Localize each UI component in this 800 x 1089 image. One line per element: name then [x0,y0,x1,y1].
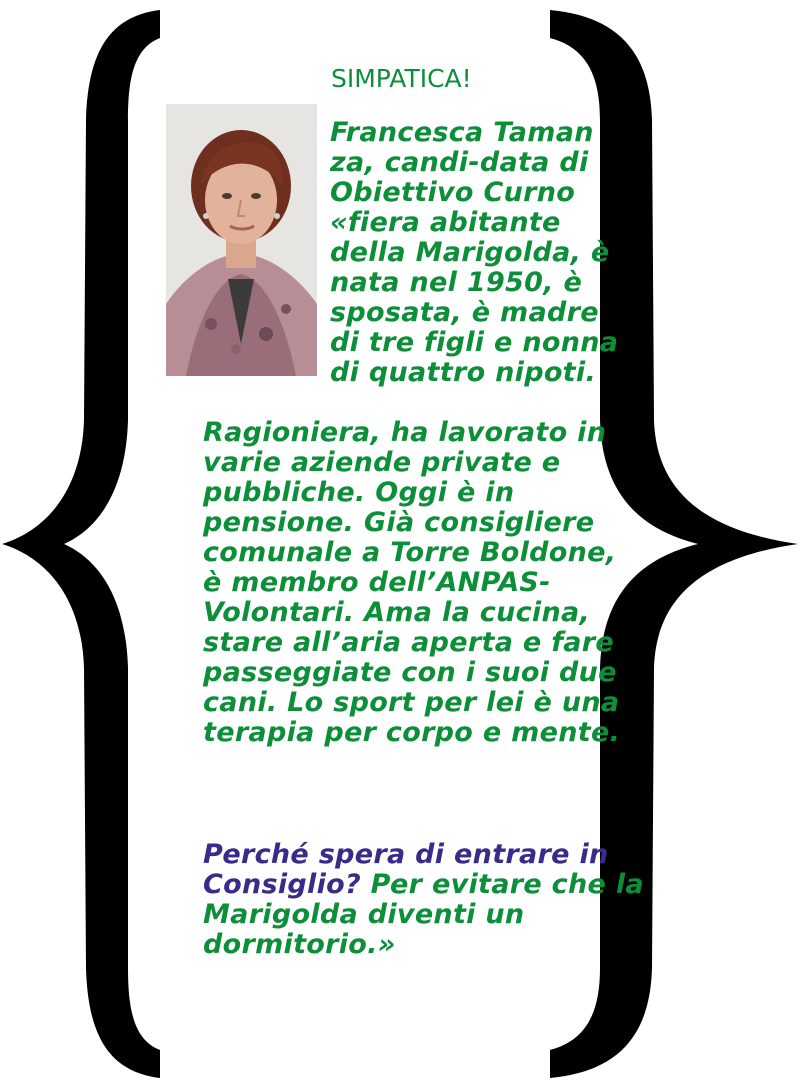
bio-intro [330,118,620,388]
bio-line: Ragioniera, ha lavorato in [203,417,607,448]
answer-text: Per evitare che la [360,869,644,900]
bio-line: nata nel 1950, è [330,267,583,298]
question-line: Perché spera di entrare in [203,839,609,870]
left-curly-brace [0,0,170,1089]
bio-line: Volontari. Ama la cucina, [203,597,591,628]
bio-line: è membro dell’ANPAS- [203,567,551,598]
bio-line: stare all’aria aperta e fare [203,627,615,658]
bio-line: Francesca Taman [330,117,594,148]
answer-line: dormitorio.» [203,929,396,960]
bio-line: di tre figli e nonna [330,327,619,358]
bio-line: comunale a Torre Boldone, [203,537,617,568]
page-heading: SIMPATICA! [331,64,472,93]
bio-line: cani. Lo sport per lei è una [203,687,620,718]
bio-line: pensione. Già consigliere [203,507,595,538]
question-line: Consiglio? [203,869,361,900]
bio-line: sposata, è madre [330,297,599,328]
bio-line: pubbliche. Oggi è in [203,477,515,508]
answer-line: Marigolda diventi un [203,899,525,930]
bio-line: passeggiate con i suoi due [203,657,617,688]
bio-line: «fiera abitante [330,207,561,238]
bio-line: za, candi-data di [330,147,589,178]
bio-line: della Marigolda, è [330,237,610,268]
bio-line: Obiettivo Curno [330,177,576,208]
bio-line: di quattro nipoti. [330,357,596,388]
closing-quote [203,840,663,960]
portrait-photo [166,104,317,376]
bio-details [203,418,623,748]
bio-line: varie aziende private e [203,447,561,478]
bio-line: terapia per corpo e mente. [203,717,621,748]
